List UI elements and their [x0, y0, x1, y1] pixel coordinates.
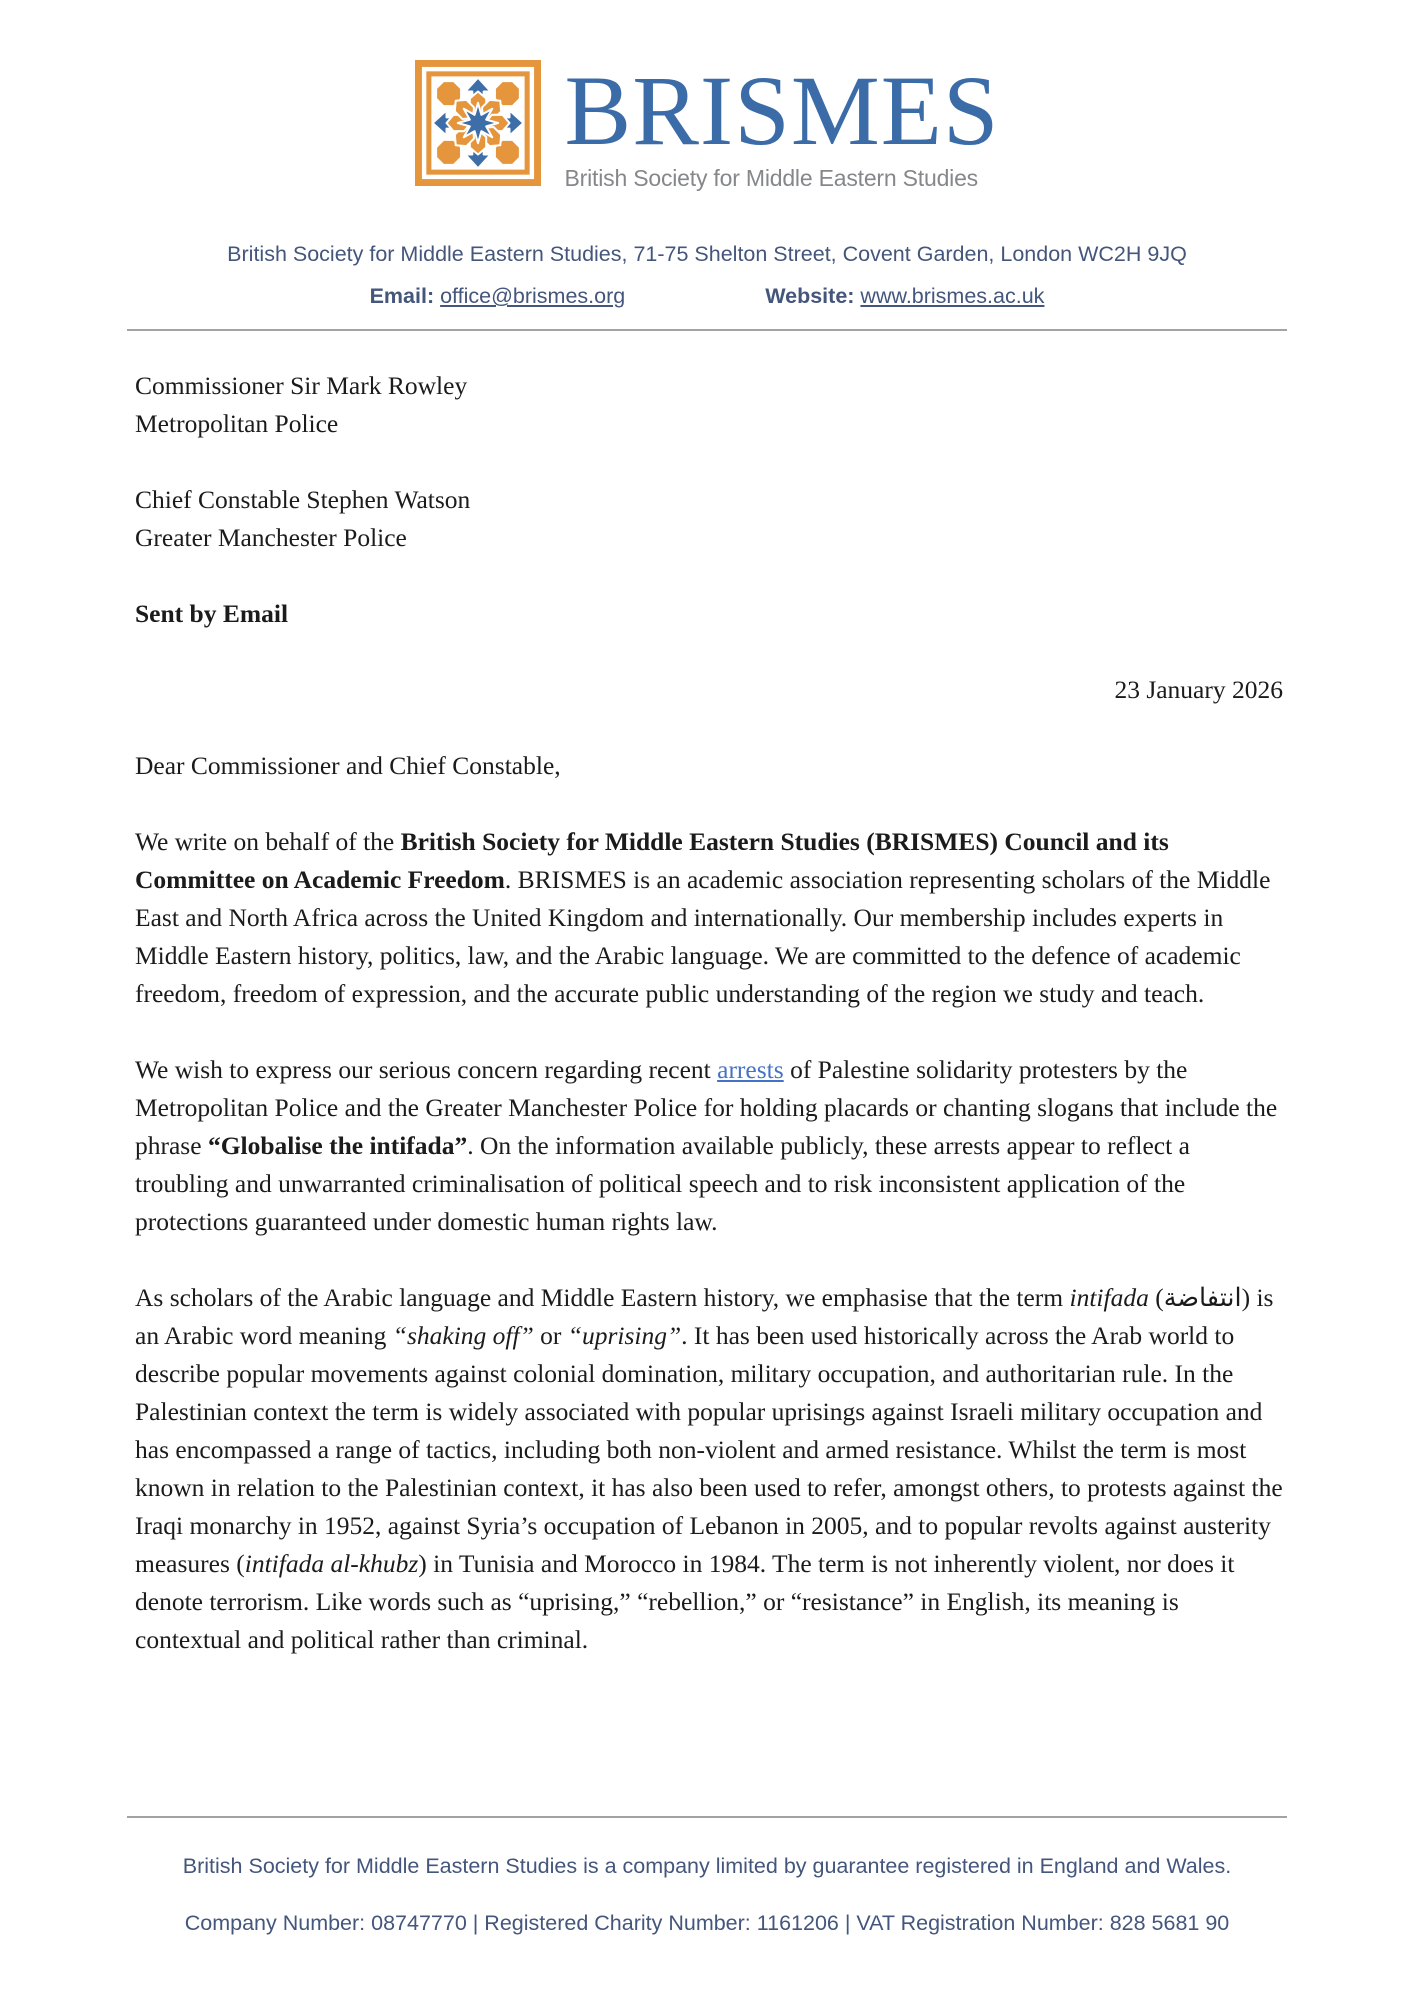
letter-body [135, 367, 1283, 1659]
letterhead [0, 0, 1414, 192]
paragraph-concern: We wish to express our serious concern regarding recent arrests of Palestine solidarity protesters by the Metropolitan Police and the Greater Manchester Police for holding placards or chanting slogans that include the phrase “Globalise the intifada”. On the information available publicly, these arrests appear to reflect a troubling and unwarranted criminalisation of political speech and to risk inconsistent application of the protections guaranteed under domestic human rights law. [135, 1055, 1278, 1236]
footer-divider [127, 1816, 1287, 1818]
recipient-organisation: Metropolitan Police [135, 409, 339, 438]
email-label: Email: [369, 284, 435, 308]
recipient-name: Commissioner Sir Mark Rowley [135, 371, 468, 400]
footer [0, 1816, 1414, 1936]
brismes-logo [415, 60, 541, 186]
contact-row [0, 284, 1414, 309]
wordmark: BRISMES [564, 55, 1000, 166]
paragraph-introduction: We write on behalf of the British Society for Middle Eastern Studies (BRISMES) Council and its Committee on Academic Freedom. BRISMES is an academic association representing scholars of the Middle East and North Africa across the United Kingdom and internationally. Our membership includes experts in Middle Eastern history, politics, law, and the Arabic language. We are committed to the defence of academic freedom, freedom of expression, and the accurate public understanding of the region we study and teach. [135, 827, 1271, 1008]
recipient-name: Chief Constable Stephen Watson [135, 485, 471, 514]
islamic-pattern-icon [415, 60, 541, 186]
recipient-metropolitan [135, 367, 1283, 443]
paragraph-intifada-meaning: As scholars of the Arabic language and Middle Eastern history, we emphasise that the term intifada (انتفاضة) is an Arabic word meaning “shaking off” or “uprising”. It has been used historically across the Arab world to describe popular movements against colonial domination, military occupation, and authoritarian rule. In the Palestinian context the term is widely associated with popular uprisings against Israeli military occupation and has encompassed a range of tactics, including both non-violent and armed resistance. Whilst the term is most known in relation to the Palestinian context, it has also been used to refer, amongst others, to protests against the Iraqi monarchy in 1952, against Syria’s occupation of Lebanon in 2005, and to popular revolts against austerity measures (intifada al-khubz) in Tunisia and Morocco in 1984. The term is not inherently violent, nor does it denote terrorism. Like words such as “uprising,” “rebellion,” or “resistance” in English, its meaning is contextual and political rather than criminal. [135, 1283, 1283, 1654]
tagline: British Society for Middle Eastern Studies [564, 165, 978, 191]
website-contact [765, 284, 1044, 309]
header-divider [127, 329, 1287, 331]
footer-registration: British Society for Middle Eastern Studies is a company limited by guarantee registered in England and Wales. [182, 1854, 1232, 1878]
website-label: Website: [765, 284, 855, 308]
arrests-link[interactable]: arrests [717, 1055, 784, 1084]
email-contact [370, 284, 626, 309]
letter-date: 23 January 2026 [1114, 675, 1283, 704]
email-link[interactable]: office@brismes.org [440, 284, 626, 308]
letterhead-text [564, 55, 1000, 192]
salutation: Dear Commissioner and Chief Constable, [135, 751, 561, 780]
recipient-organisation: Greater Manchester Police [135, 523, 407, 552]
address-line: British Society for Middle Eastern Studies, 71-75 Shelton Street, Covent Garden, London WC2H 9JQ [227, 242, 1187, 266]
footer-numbers: Company Number: 08747770 | Registered Charity Number: 1161206 | VAT Registration Number: 828 5681 90 [184, 1911, 1230, 1935]
website-link[interactable]: www.brismes.ac.uk [860, 284, 1045, 308]
delivery-note: Sent by Email [135, 599, 289, 628]
recipient-manchester [135, 481, 1283, 557]
